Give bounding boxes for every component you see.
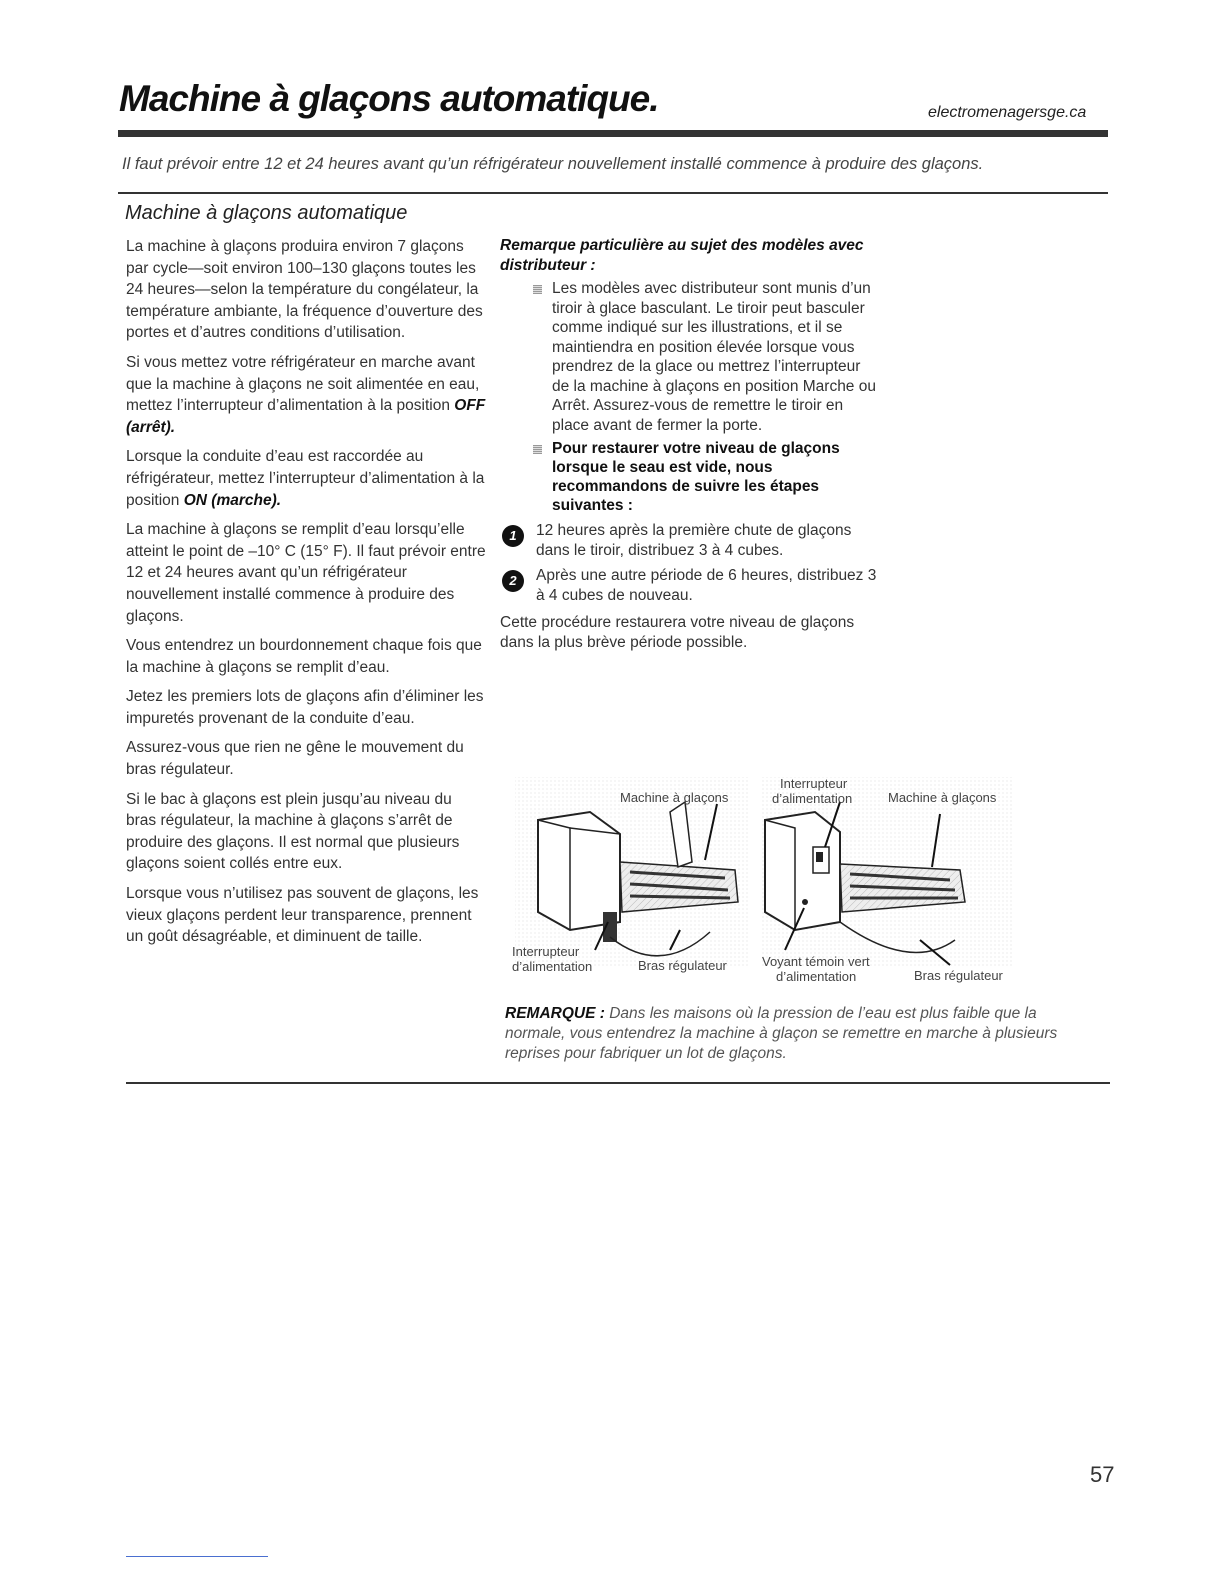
- remark-text: Dans les maisons où la pression de l’eau est plus faible que la normale, vous entendrez la machine à glaçon se remettre en marche à plusieurs reprises pour fabriquer un lot de glaçons.: [505, 1005, 1058, 1062]
- left-column: [126, 236, 486, 956]
- label-line: Voyant témoin vert: [762, 954, 870, 969]
- step-1: [500, 521, 880, 560]
- bullet-text: Pour restaurer votre niveau de glaçons lorsque le seau est vide, nous recommandons de suivre les étapes suivantes :: [552, 440, 840, 514]
- section-title: Machine à glaçons automatique: [125, 202, 408, 224]
- paragraph: Vous entendrez un bourdonnement chaque fois que la machine à glaçons se remplit d’eau.: [126, 637, 482, 676]
- bullet-item: [500, 279, 880, 435]
- title-rule: [118, 130, 1108, 137]
- paragraph: [126, 352, 486, 438]
- bottom-rule: [126, 1082, 1110, 1084]
- label-light-right: [762, 954, 870, 984]
- paragraph: La machine à glaçons produira environ 7 glaçons par cycle—soit environ 100–130 glaçons toutes les 24 heures—selon la température du congélateur, la température ambiante, la fréquence d’ouverture des portes et d’autres conditions d’utilisation.: [126, 238, 483, 342]
- right-column: [500, 236, 880, 652]
- page-number: 57: [1090, 1462, 1115, 1487]
- label-ice-maker-right: Machine à glaçons: [888, 790, 997, 805]
- paragraph: La machine à glaçons se remplit d’eau lorsqu’elle atteint le point de –10° C (15° F). Il faut prévoir entre 12 et 24 heures avant qu’un réfrigérateur nouvellement installé commence à produire des glaçons.: [126, 521, 486, 625]
- label-switch-right: [772, 776, 852, 806]
- label-line: Interrupteur: [780, 776, 848, 791]
- label-line: d’alimentation: [772, 791, 853, 806]
- intro-rule: [118, 192, 1108, 194]
- paragraph: Assurez-vous que rien ne gêne le mouvement du bras régulateur.: [126, 739, 464, 779]
- step-text: Après une autre période de 6 heures, distribuez 3 à 4 cubes de nouveau.: [536, 567, 877, 604]
- paragraph-text: Lorsque la conduite d’eau est raccordée au réfrigérateur, mettez l’interrupteur d’alimentation à la position: [126, 448, 485, 509]
- paragraph: [126, 446, 486, 511]
- footer-rule: [126, 1556, 268, 1557]
- on-label: ON (marche).: [183, 491, 282, 509]
- label-ice-maker-left: Machine à glaçons: [620, 790, 729, 805]
- label-arm-left: Bras régulateur: [638, 958, 727, 973]
- label-line: Interrupteur: [512, 944, 580, 959]
- step-number-icon: 1: [502, 525, 524, 547]
- label-line: d’alimentation: [512, 959, 593, 974]
- remark-note: [505, 1004, 1085, 1064]
- bullet-text: Les modèles avec distributeur sont munis d’un tiroir à glace basculant. Le tiroir peut basculer comme indiqué sur les illustrations, et il se maintiendra en position élevée lorsque vous prendrez de la glace ou mettrez l’interrupteur de la machine à glaçons en position Marche ou Arrêt. Assurez-vous de remettre le tiroir en place avant de fermer la porte.: [552, 280, 876, 434]
- label-switch-left: [512, 944, 592, 974]
- step-text: 12 heures après la première chute de glaçons dans le tiroir, distribuez 3 à 4 cubes.: [536, 522, 852, 559]
- left-ice-maker-icon: [515, 777, 750, 967]
- label-arm-right: Bras régulateur: [914, 968, 1003, 983]
- step-2: [500, 566, 880, 605]
- bullet-item: [500, 439, 880, 515]
- label-line: d’alimentation: [776, 969, 857, 984]
- off-label: OFF (arrêt).: [126, 397, 486, 436]
- intro-text: Il faut prévoir entre 12 et 24 heures avant qu’un réfrigérateur nouvellement installé commence à produire des glaçons.: [122, 155, 984, 173]
- closing-text: Cette procédure restaurera votre niveau de glaçons dans la plus brève période possible.: [500, 614, 855, 651]
- paragraph: Si le bac à glaçons est plein jusqu’au niveau du bras régulateur, la machine à glaçons s’arrêt de produire des glaçons. Il est normal que plusieurs glaçons soient collés entre eux.: [126, 790, 460, 873]
- website-url: electromenagersge.ca: [928, 104, 1087, 121]
- ice-maker-illustration: [510, 772, 1015, 992]
- paragraph-text: Si vous mettez votre réfrigérateur en marche avant que la machine à glaçons ne soit alimentée en eau, mettez l’interrupteur d’alimentation à la position: [126, 353, 480, 415]
- paragraph: Jetez les premiers lots de glaçons afin d’éliminer les impuretés provenant de la conduite d’eau.: [126, 688, 484, 727]
- dispenser-note-heading: Remarque particulière au sujet des modèles avec distributeur :: [500, 237, 864, 274]
- remark-label: REMARQUE :: [505, 1005, 605, 1022]
- bullet-square-icon: [533, 445, 542, 454]
- bullet-square-icon: [533, 285, 542, 294]
- step-number-icon: 2: [502, 570, 524, 592]
- paragraph: Lorsque vous n’utilisez pas souvent de glaçons, les vieux glaçons perdent leur transparence, prennent un goût désagréable, et diminuent de taille.: [126, 885, 479, 946]
- page-title: Machine à glaçons automatique.: [119, 78, 659, 119]
